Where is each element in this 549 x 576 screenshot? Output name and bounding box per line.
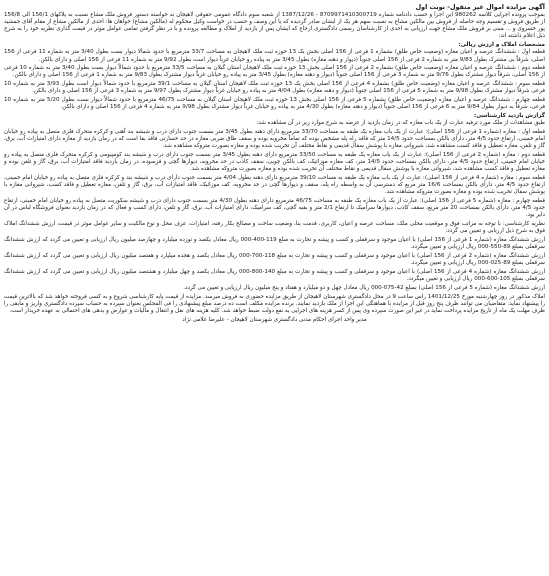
report-4: قطعه چهارم : مغازه (شماره 5 فرعی از 156 اصلی): عبارت از یک باب مغازه یک طبقه به مساحت 46/75 مترمربع دارای دهنه بطول 4/30 متر بسمت جنوب دارای درب و شیشه سکوریت متصل به پیاده رو خیابان امام خمینی، ارتفاع حدود 4/5 متر، دارای بالکن بمساحت 20 متر مربع، سقف کاذب، دیوارها سرامیک تا ارتفاع 2/1 متر و بقیه گچی، کف سرامیک، دارای امتیازات آب، برق، گاز و تلفن، دارای کسب و فعال که در زمان بازدید بعنوان فروشگاه لباس در آن دایر بود. <box>4 198 545 219</box>
intro-paragraph: بموجب پرونده اجرایی کلاسه 980262 این اجرا و حسب دادنامه شماره 8709971410300719 - 1387/12/26 از شعبه سوم دادگاه عمومی حقوقی لاهیجان به خواسته دستور فروش ملک مشاع نسبت به پلاکهای 156/1 الی 156/8 از طریق فروش و تقسیم وجه حاصله از فروش بین مالکین مشاع به نسبت سهم هر یک از ایشان صادر گردیده که با این وصف و حسب در خواست وکیل محکوم له (مالکین مشاع) خواهان ها: احدی از مالکین مشاع از مقام آقای جمشید پور خسروی و ... مبنی بر فروش ملک مشاع جهت ارزیابی به احدی از کارشناسان رسمی دادگستری ارجاع که ایشان پس از بازدید از املاک و مطالعه پرونده و با در نظر گرفتن تمامی عوامل موثر در قیمت گذاری نظریه خود را به شرح ذیل اعلام داشته اند: <box>4 12 545 40</box>
report-2: قطعه دوم : مغازه (شماره 2 فرعی از 156 اصلی): عبارت از یک باب مغازه یک طبقه به مساحت 33/50 مترمربع دارای دهنه بطول 3/45 متر بسمت جنوب دارای درب و شیشه بند کومپیومی و کرکره متحرک فلزی متصل به پیاده رو خیابان امام خمینی، ارتفاع حدود 4/5 متر، دارای بالکن بمساحت حدود 14/5 متر، کف مغازه موزائیک، کف بالکن چوبی، سقف کاذب در حد مخروبه، دیوارها گچی و فرسوده، در زمان بازدید فاقد امتیازات آب، برق، گاز و تلفن بوده و مغازه تعطیل و فاقد کسب مشاهده شد، شیروانی مغازه با پوشش سفال قدیمی و نقاط مختلف آن تخریب شده بوده و مغازه بصورت متروکه مشاهده شد. <box>4 151 545 173</box>
valuation-2: ارزش ششدانگ مغازه (شماره 2 فرعی از 156 اصلی) با اعیان موجود و سرقفلی و کسب و پیشه و تجارت به مبلغ 118-700-000 ریال معادل یکصد و هجده میلیارد و هفتصد میلیون ریال ارزیابی و تعیین می گردد که ارزش ششدانگ سرقفلی بمبلغ 89-025-000 ریال ارزیابی و تعیین میگردد. <box>4 252 545 267</box>
report-1: قطعه اول : مغازه (شماره 1 فرعی از 156 اصلی): عبارت از یک باب مغازه یک طبقه به مساحت 33/70 مترمربع دارای دهنه بطول 3/45 متر بسمت جنوب دارای درب و شیشه بند آهنی و کرکره متحرک فلزی متصل به پیاده رو خیابان امام خمینی، ارتفاع حدود 4/5 متر، دارای بالکن بمساحت حدود 14/5 متر که فاقد راه پله مشخص بوده که تماماً مخروبه بوده و سقف طاق ضربی مغازه در حد خسارتی فاقد بقا است که در زمان بازدید از مغازه دارای امتیازات آب، برق، گاز و تلفن، مغازه تعطیل و فاقد کسب مشاهده شد، شیروانی مغازه با پوشش سفال قدیمی و نقاط مختلف آن تخریب شده بوده و مغازه بصورت متروکه مشاهده شد. <box>4 128 546 150</box>
auction-terms: املاک مذکور در روز چهارشنبه مورخ 1401/12/25 راس ساعت 9 در محل دادگستری شهرستان لاهیجان از طریق مزایده حضوری به فروش میرسد. مزایده از قیمت پایه کارشناسی شروع و به کسی فروخته خواهد شد که بالاترین قیمت را پیشنهاد نماید. متقاضیان می توانند ظرف پنج روز قبل از مزایده با هماهنگی این اجرا از ملک بازدید نمایند. برنده مزایده مکلف است ده درصد مبلغ پیشنهادی را فی المجلس بعنوان سپرده به حساب سپرده دادگستری واریز و مابقی را ظرف مهلت یک ماه از تاریخ مزایده پرداخت نماید در غیر این صورت سپرده وی پس از کسر هزینه های اجرایی به نفع دولت ضبط خواهد شد. کلیه هزینه های نقل و انتقال و مالیات و عوارض و بدهی های احتمالی به عهده خریدار است. <box>4 293 545 314</box>
report-intro: طبق مشاهدات از ملک مورد ترفیه عبارت از یک باب مغازه که در زمان بازدید از عرصه به شرح موارد زیر در آن مشاهده شد: <box>256 120 545 127</box>
property-3: قطعه سوم : ششدانگ عرصه و اعیان مغازه (وضعیت خاص طلق) بشماره 4 فرعی از 156 اصلی بخش یک 13 حوزه ثبت ملک لاهیجان استان گیلان به مساحت 39/1 مترمربع با حدود شمالاً دیوار است بطول 3/93 متر به شماره 10 فرعی شرقاً دیوار مشترک بطول 9/98 متر به شماره 5 فرعی از 156 اصلی جنوباً (دیوار و دهنه مغازه) بطول 4/04 متر به پیاده رو خیابان غرباً دیوار مشترک بطول 9/97 متر به شماره 3 فرعی از 156 اصلی و دارای بالکن. <box>4 81 545 95</box>
valuation-intro: نظریه کارشناسی: با توجه به مراتب فوق و موقعیت محلی ملک، مساحت عرصه و اعیان، کاربری، قدمت بنا، وضعیت ساخت و مصالح بکار رفته، امتیازات، عرف محل و نوع مالکیت و سایر عوامل موثر در قیمت، ارزش ششدانگ املاک فوق به شرح ذیل ارزیابی و تعیین می گردد: <box>4 221 545 235</box>
signature: مدیر واحد اجرای احکام مدنی دادگستری شهرستان لاهیجان - علیرضا غلامی نژاد <box>182 316 367 323</box>
spec-heading: مشخصات املاک و ارزش ریالی: <box>458 42 545 49</box>
valuation-1: ارزش ششدانگ مغازه (شماره 1 فرعی از 156 اصلی) با اعیان موجود و سرقفلی و کسب و پیشه و تجارت به مبلغ 119-400-000 ریال معادل یکصد و نوزده میلیارد و چهارصد میلیون ریال ارزیابی و تعیین می گردد که ارزش ششدانگ سرقفلی بمبلغ 89-550-000 ریال ارزیابی و تعیین میگردد. <box>4 237 546 251</box>
report-heading: گزارش بازدید کارشناسی: <box>474 113 545 119</box>
valuation-3: ارزش ششدانگ مغازه (شماره 4 فرعی از 156 اصلی) با اعیان موجود و سرقفلی و کسب و پیشه و تجارت به مبلغ 140-800-000 ریال معادل یکصد و چهل میلیارد و هشتصد میلیون ریال ارزیابی و تعیین می گردد که ارزش ششدانگ سرقفلی بمبلغ 105-600-000 ریال ارزیابی و تعیین میگردد. <box>4 268 545 283</box>
property-1: قطعه اول : ششدانگ عرصه و اعیان مغازه (وضعیت خاص طلق) بشماره 1 فرعی از 156 اصلی بخش یک 13 حوزه ثبت ملک لاهیجان به مساحت 33/7 مترمربع با حدود شمالا دیوار بست بطول 3/40 متر به شماره 11 فرعی از 156 اصلی، شرقاً بی مشترک بطول 9/83 متر به شماره 2 فرعی از 156 اصلی جنوباً (دیوار و دهنه مغازه) بطول 3/45 متر به پیاده رو خیابان غرباً دیوار است بطول 9/92 متر به شماره 11 فرعی از 156 اصلی و دارای بالکن. <box>4 49 545 63</box>
property-2: قطعه دوم : ششدانگ عرصه و اعیان مغازه (وضعیت خاص طلق) بشماره 2 فرعی از 156 اصلی بخش 13 حوزه ثبت ملک لاهیجان استان گیلان به مساحت 33/5 مترمربع با حدود شمالاً دیوار بست بطول 3/40 متر به شماره 10 فرعی از 156 اصلی، شرقاً دیوار مشترک بطول 9/76 متر به شماره 3 فرعی از 156 اصلی جنوباً (دیوار و دهنه مغازه) بطول 3/45 متر به پیاده رو خیابان غرباً دیوار مشترک بطول 9/83 متر به شماره 1 فرعی از 156 اصلی و دارای بالکن. <box>4 65 546 79</box>
notice-title: آگهی مزایده اموال غیر منقول- نوبت اول <box>415 3 545 11</box>
property-4: قطعه چهارم : ششدانگ عرصه و اعیان مغازه (وضعیت خاص طلق) بشماره 5 فرعی از 156 اصلی بخش 13 حوزه ثبت ملک لاهیجان استان گیلان به مساحت 46/75 مترمربع با حدود شمالاً دیوار بست بطول 5/20 متر به شماره 10 فرعی، شرقاً به دیوار بطول 9/84 متر به 6 فرعی از 156 اصلی جنوباً (دیوار و دهنه مغازه) بطول 4/30 متر به پیاده رو خیابان غرباً دیوار مشترک بطول 9/98 متر به شماره 4 فرعی از 156 اصلی و دارای بالکن. <box>4 97 546 111</box>
report-3: قطعه سوم : مغازه (شماره 4 فرعی از 156 اصلی): عبارت از یک باب مغازه یک طبقه به مساحت 39/10 مترمربع دارای دهنه بطول 4/04 متر بسمت جنوب دارای درب و شیشه بند و کرکره فلزی متصل به پیاده رو خیابان امام خمینی، ارتفاع حدود 4/5 متر، دارای بالکن بمساحت 16/6 متر مربع که دسترسی آن به واسطه راه پله، سقف و دیوارها گچی در حد مخروبه، کف موزائیک، فاقد امتیازات آب، برق، گاز و تلفن، مغازه تعطیل و فاقد کسب، شیروانی مغازه با پوشش سفال تخریب شده بوده و مغازه بصورت متروکه مشاهده شد. <box>4 175 546 196</box>
valuation-4: ارزش ششدانگ مغازه (شماره 5 فرعی از 156 اصلی) بمبلغ 42-075-000 ریال معادل چهل و دو میلیارد و هفتاد و پنج میلیون ریال ارزیابی و تعیین می گردد. <box>183 284 545 291</box>
